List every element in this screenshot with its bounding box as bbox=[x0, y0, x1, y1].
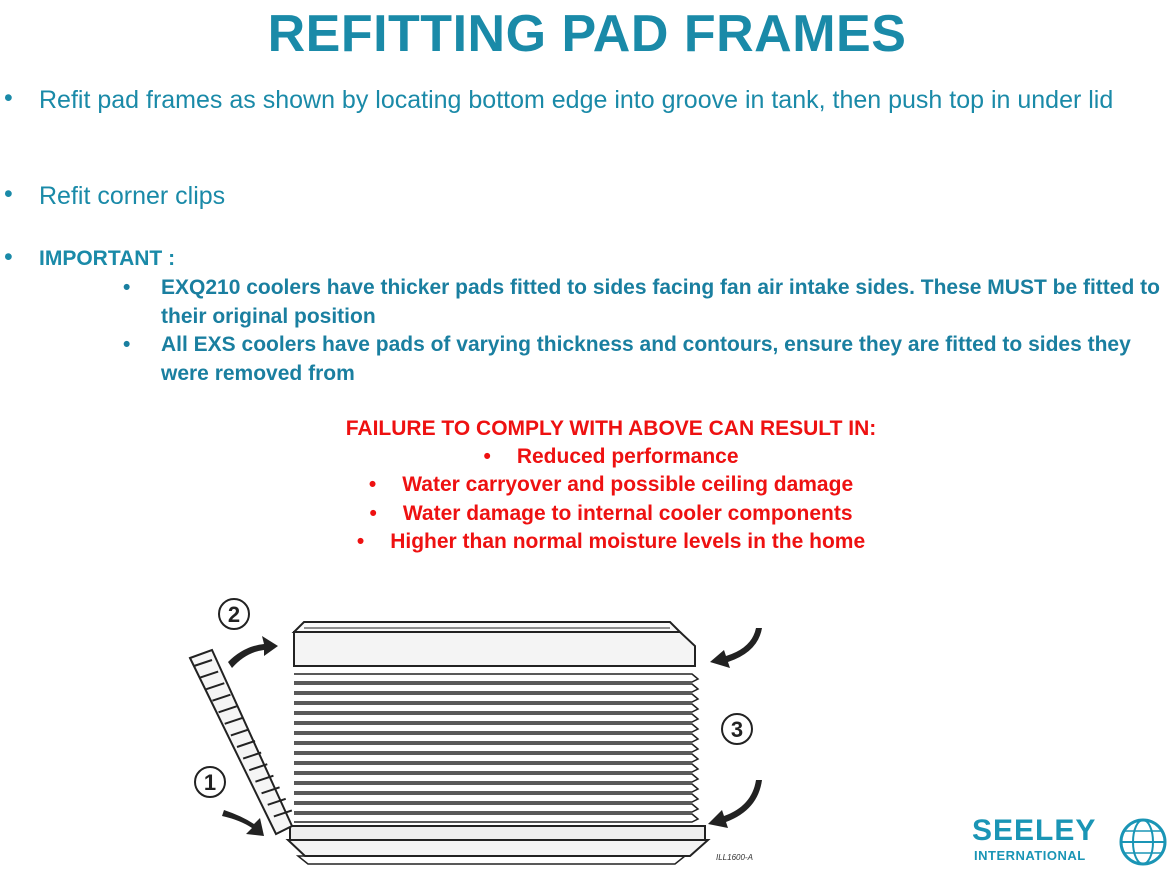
page-title: REFITTING PAD FRAMES bbox=[267, 5, 907, 63]
bullet-text: All EXS coolers have pads of varying thickness and contours, ensure they are fitted to sides they were removed from bbox=[161, 333, 1131, 385]
louvre-line bbox=[294, 784, 698, 792]
bullet-dot: • bbox=[4, 243, 13, 271]
warning-item bbox=[0, 502, 1174, 526]
bullet-dot: • bbox=[356, 530, 365, 553]
warning-item bbox=[0, 473, 1174, 497]
bullet-dot: • bbox=[4, 180, 13, 208]
bullet-dot: • bbox=[123, 276, 131, 299]
louvre-line bbox=[294, 774, 698, 782]
louvre-line bbox=[294, 684, 698, 692]
arrow-icon bbox=[222, 810, 264, 836]
bullet-dot: • bbox=[4, 84, 13, 112]
bullet-text: IMPORTANT : bbox=[39, 247, 176, 270]
warning-item-text: Higher than normal moisture levels in the home bbox=[390, 530, 866, 553]
warning-item-text: Water carryover and possible ceiling damage bbox=[402, 473, 854, 496]
warning-heading: FAILURE TO COMPLY WITH ABOVE CAN RESULT IN: bbox=[345, 417, 877, 440]
warning-item-text: Reduced performance bbox=[516, 445, 739, 468]
arrow-icon bbox=[708, 780, 762, 828]
louvre-line bbox=[294, 674, 698, 682]
louvre-line bbox=[294, 814, 698, 822]
side-pad-frame bbox=[190, 650, 292, 834]
louvre-line bbox=[294, 694, 698, 702]
step-label-2: 2 bbox=[227, 602, 241, 627]
step-label-3: 3 bbox=[730, 717, 744, 742]
logo-main-text: SEELEY bbox=[972, 814, 1097, 847]
seeley-logo bbox=[968, 812, 1168, 872]
louvre-line bbox=[294, 764, 698, 772]
louvre-line bbox=[294, 794, 698, 802]
louvre-line bbox=[294, 704, 698, 712]
arrow-icon bbox=[710, 628, 762, 668]
logo-sub-text: INTERNATIONAL bbox=[974, 848, 1086, 863]
figure-code: ILL1600-A bbox=[716, 853, 753, 862]
louvre-line bbox=[294, 754, 698, 762]
step-label-1: 1 bbox=[203, 770, 217, 795]
warning-item bbox=[0, 445, 1174, 469]
globe-icon bbox=[1118, 815, 1168, 869]
warning-item-text: Water damage to internal cooler components bbox=[402, 502, 853, 525]
louvre-line bbox=[294, 804, 698, 812]
cooler-louvres bbox=[294, 674, 698, 822]
arrow-icon bbox=[228, 636, 278, 668]
pad-frame-illustration bbox=[180, 588, 780, 873]
warning-item bbox=[0, 530, 1174, 554]
louvre-line bbox=[294, 714, 698, 722]
bullet-dot: • bbox=[483, 445, 491, 468]
bullet-dot: • bbox=[369, 502, 377, 525]
bullet-dot: • bbox=[368, 473, 377, 496]
louvre-line bbox=[294, 744, 698, 752]
bullet-text: Refit pad frames as shown by locating bottom edge into groove in tank, then push top in under lid bbox=[39, 86, 1114, 114]
louvre-line bbox=[294, 724, 698, 732]
bullet-dot: • bbox=[123, 333, 131, 356]
cooler-body bbox=[288, 622, 708, 864]
bullet-text: Refit corner clips bbox=[39, 182, 226, 210]
louvre-line bbox=[294, 734, 698, 742]
bullet-text: EXQ210 coolers have thicker pads fitted to sides facing fan air intake sides. These MUST be fitted to their original position bbox=[161, 276, 1160, 328]
